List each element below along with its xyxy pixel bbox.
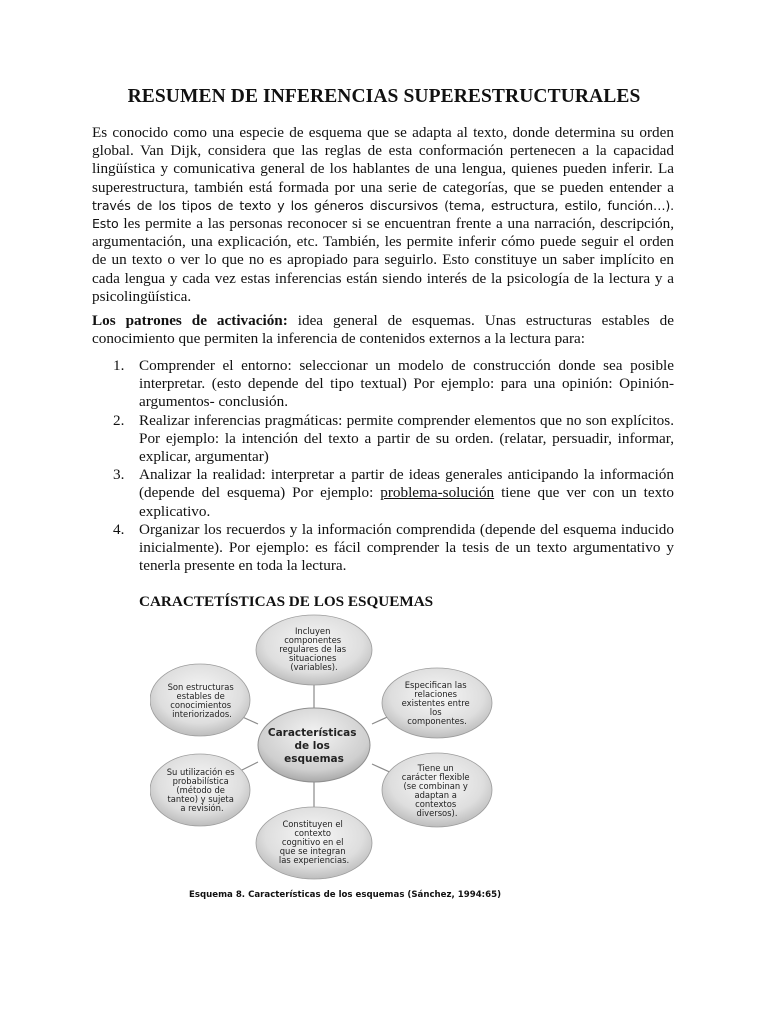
list-item xyxy=(113,411,674,467)
numbered-list xyxy=(92,357,674,575)
list-item-number: 4. xyxy=(113,520,125,538)
activation-patterns-paragraph xyxy=(92,312,674,348)
list-item-text: Comprender el entorno: seleccionar un modelo de construcción donde sea posible interpretar. (esto depende del tipo textual) Por ejemplo: para una opinión: Opinión-argumentos- conclusión. xyxy=(139,357,674,411)
bubble-lower-right xyxy=(382,753,492,827)
list-item-text: Realizar inferencias pragmáticas: permite comprender elementos que no son explícitos. Por ejemplo: la intención del texto a partir de su orden. (relatar, persuadir, informar, explicar, argumentar) xyxy=(139,411,674,466)
underlined-term: problema-solución xyxy=(380,484,495,502)
list-item-text-pre: Analizar la realidad: interpretar a partir de ideas generales anticipando la información (depende del esquema) Por ejemplo: xyxy=(139,466,674,502)
center-bubble-text: Características de los esquemas xyxy=(267,727,357,765)
bubble-lower-left xyxy=(150,754,250,826)
intro-text-part1: Es conocido como una especie de esquema que se adapta al texto, donde determina su orden global. Van Dijk, considera que las reglas de esta conformación pertenecen a la capacidad lingüística y comunicativa general de los hablantes de una lengua, quienes pueden inferir. La superestructura, también está formada por una serie de categorías, que se pueden entender a xyxy=(92,124,674,196)
bubble-bottom xyxy=(256,807,372,879)
section-subtitle: CARACTETÍSTICAS DE LOS ESQUEMAS xyxy=(139,593,434,610)
list-item-number: 3. xyxy=(113,466,125,484)
bubble-upper-left-text: Son estructuras estables de conocimientos interiorizados. xyxy=(167,682,234,719)
intro-paragraph xyxy=(92,124,674,306)
center-bubble xyxy=(258,708,370,782)
bubble-upper-left xyxy=(150,664,250,736)
bubble-bottom-text: Constituyen el contexto cognitivo en el que se integran las experiencias. xyxy=(278,819,350,865)
bubble-upper-right xyxy=(382,668,492,738)
bubble-top xyxy=(256,615,372,685)
list-item-text-post: tiene que ver con un texto explicativo. xyxy=(139,484,674,520)
bubble-lower-right-text: Tiene un carácter flexible (se combinan y adaptan a contextos diversos). xyxy=(401,763,470,818)
handwritten-insert: través de los tipos de texto y los géneros discursivos (tema, estructura, estilo, función…). Esto xyxy=(92,197,674,232)
intro-text-part2: les permite a las personas reconocer si se encuentran frente a una narración, descripción, argumentación, una explicación, etc. También, les permite inferir cómo puede seguir el orden de un texto o ver lo que no es apropiado para seguirlo. Esto constituye un saber implícito en cada lengua y cada vez estas inferencias están siendo interés de la psicología de la lectura y a psicolingüística. xyxy=(92,215,674,305)
activation-patterns-text: idea general de esquemas. Unas estructuras estables de conocimiento que permiten la inferencia de contenidos externos a la lectura para: xyxy=(92,312,674,348)
list-item xyxy=(113,357,674,412)
activation-patterns-heading: Los patrones de activación: xyxy=(92,312,288,329)
page-title: RESUMEN DE INFERENCIAS SUPERESTRUCTURALES xyxy=(127,86,641,107)
list-item xyxy=(113,466,674,521)
schema-characteristics-diagram xyxy=(150,612,520,882)
list-item xyxy=(113,520,674,576)
list-item-number: 1. xyxy=(113,357,125,374)
list-item-number: 2. xyxy=(113,411,125,429)
bubble-lower-left-text: Su utilización es probabilística (método de tanteo) y sujeta a revisión. xyxy=(166,767,235,813)
bubble-upper-right-text: Especifican las relaciones existentes entre los componentes. xyxy=(401,680,470,726)
diagram-caption: Esquema 8. Características de los esquemas (Sánchez, 1994:65) xyxy=(189,890,501,900)
bubble-top-text: Incluyen componentes regulares de las situaciones (variables). xyxy=(279,626,347,672)
list-item-text: Organizar los recuerdos y la información comprendida (depende del esquema inducido inicialmente). Por ejemplo: es fácil comprender la tesis de un texto argumentativo y tenerla presente en toda la lectura. xyxy=(139,520,674,575)
